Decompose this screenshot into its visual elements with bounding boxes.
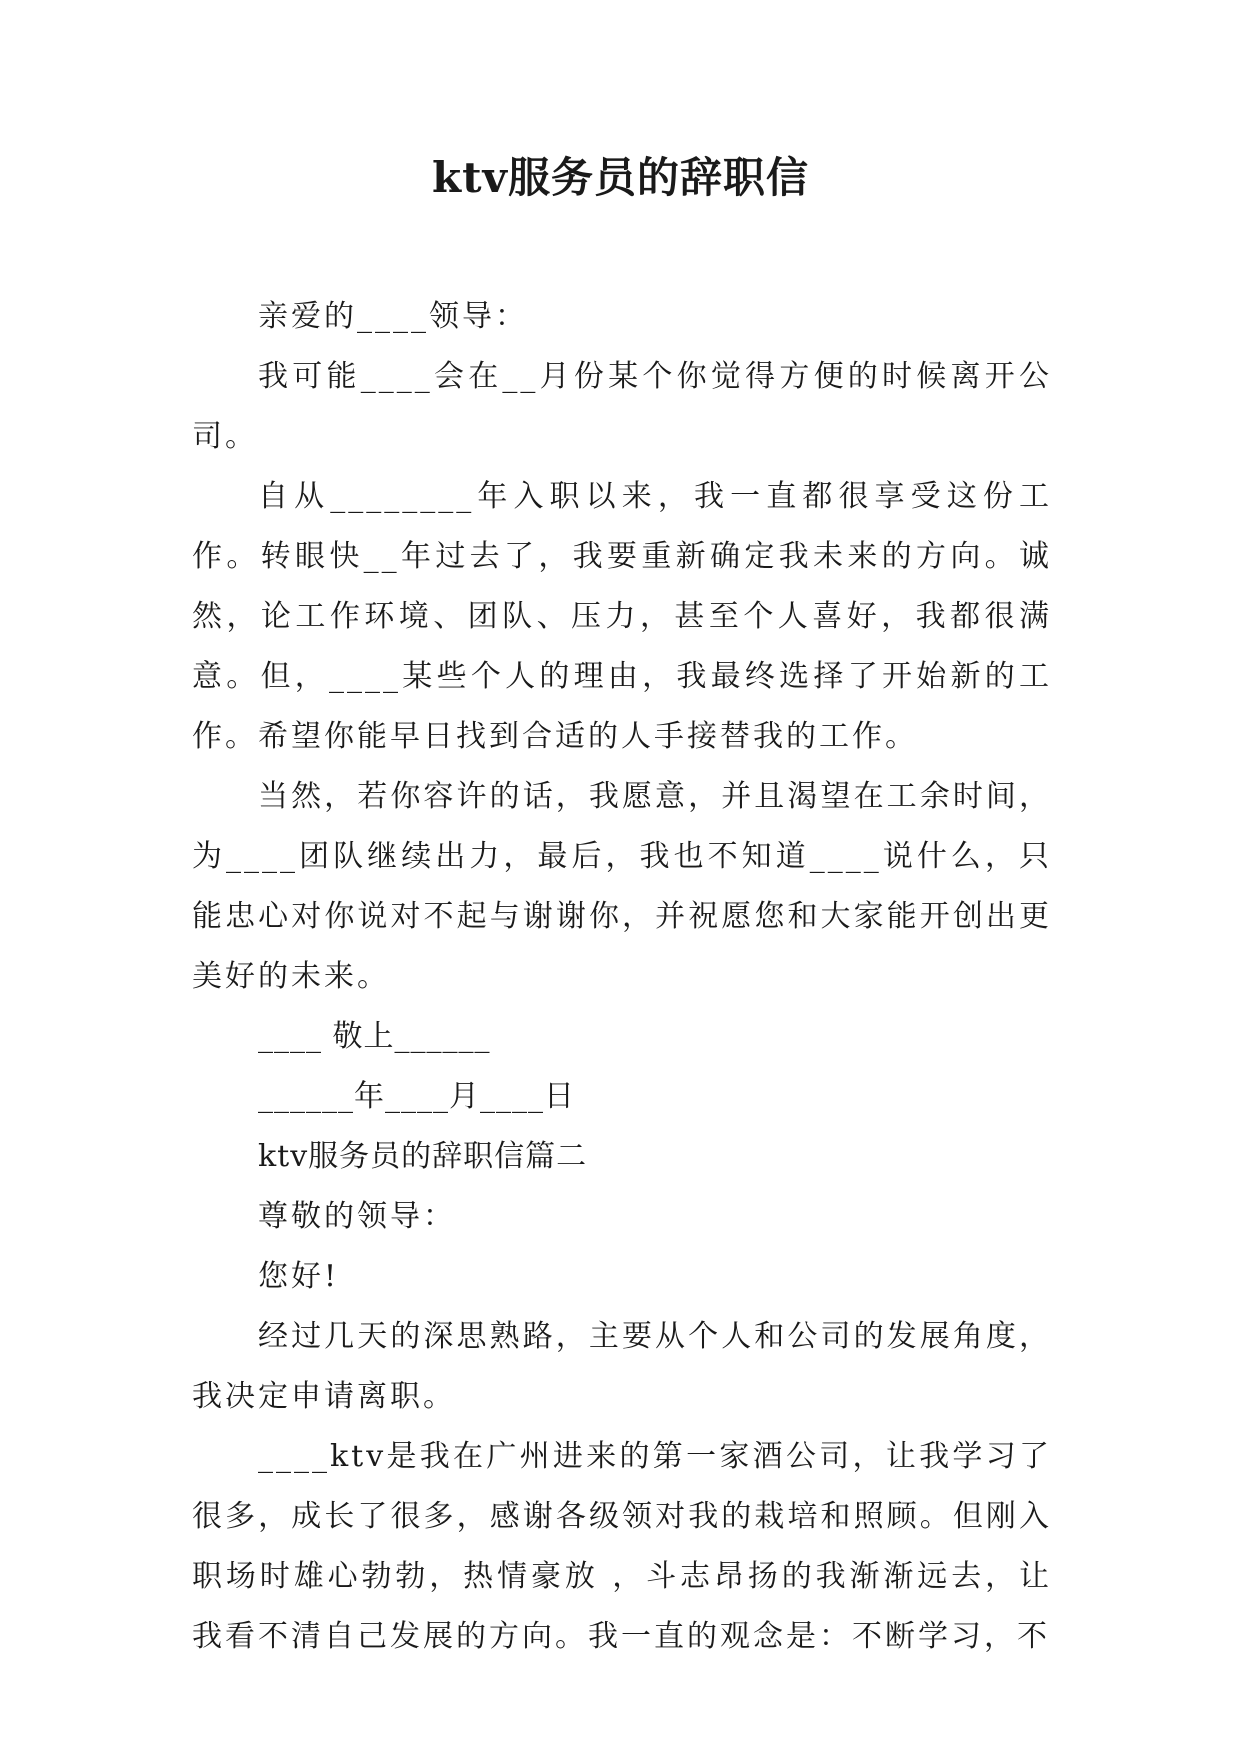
date-line: ______年____月____日 [258, 1079, 575, 1114]
greeting: 您好! [258, 1259, 340, 1294]
paragraph: ____ktv是我在广州进来的第一家酒公司，让我学习了很多，成长了很多，感谢各级领对我的栽培和照顾。但刚入职场时雄心勃勃，热情豪放 ，斗志昂扬的我渐渐远去，让我看不清自己发展的方向。我一直的观念是：不断学习，不 [192, 1439, 1052, 1654]
paragraph: 我可能____会在__月份某个你觉得方便的时候离开公司。 [192, 359, 1052, 454]
paragraph: 经过几天的深思熟路，主要从个人和公司的发展角度，我决定申请离职。 [192, 1319, 1052, 1414]
salutation: 尊敬的领导： [258, 1199, 456, 1234]
paragraph: 自从________年入职以来，我一直都很享受这份工作。转眼快__年过去了，我要重新确定我未来的方向。诚然，论工作环境、团队、压力，甚至个人喜好，我都很满意。但，____某些个人的理由，我最终选择了开始新的工作。希望你能早日找到合适的人手接替我的工作。 [192, 479, 1052, 754]
salutation: 亲爱的____领导： [258, 299, 528, 334]
document-body [192, 287, 1052, 1667]
section-heading: ktv服务员的辞职信篇二 [258, 1139, 588, 1174]
document-title: ktv服务员的辞职信 [432, 153, 809, 202]
paragraph: 当然，若你容许的话，我愿意，并且渴望在工余时间，为____团队继续出力，最后，我也不知道____说什么，只能忠心对你说对不起与谢谢你，并祝愿您和大家能开创出更美好的未来。 [192, 779, 1052, 994]
signature-line: ____ 敬上______ [258, 1019, 491, 1054]
